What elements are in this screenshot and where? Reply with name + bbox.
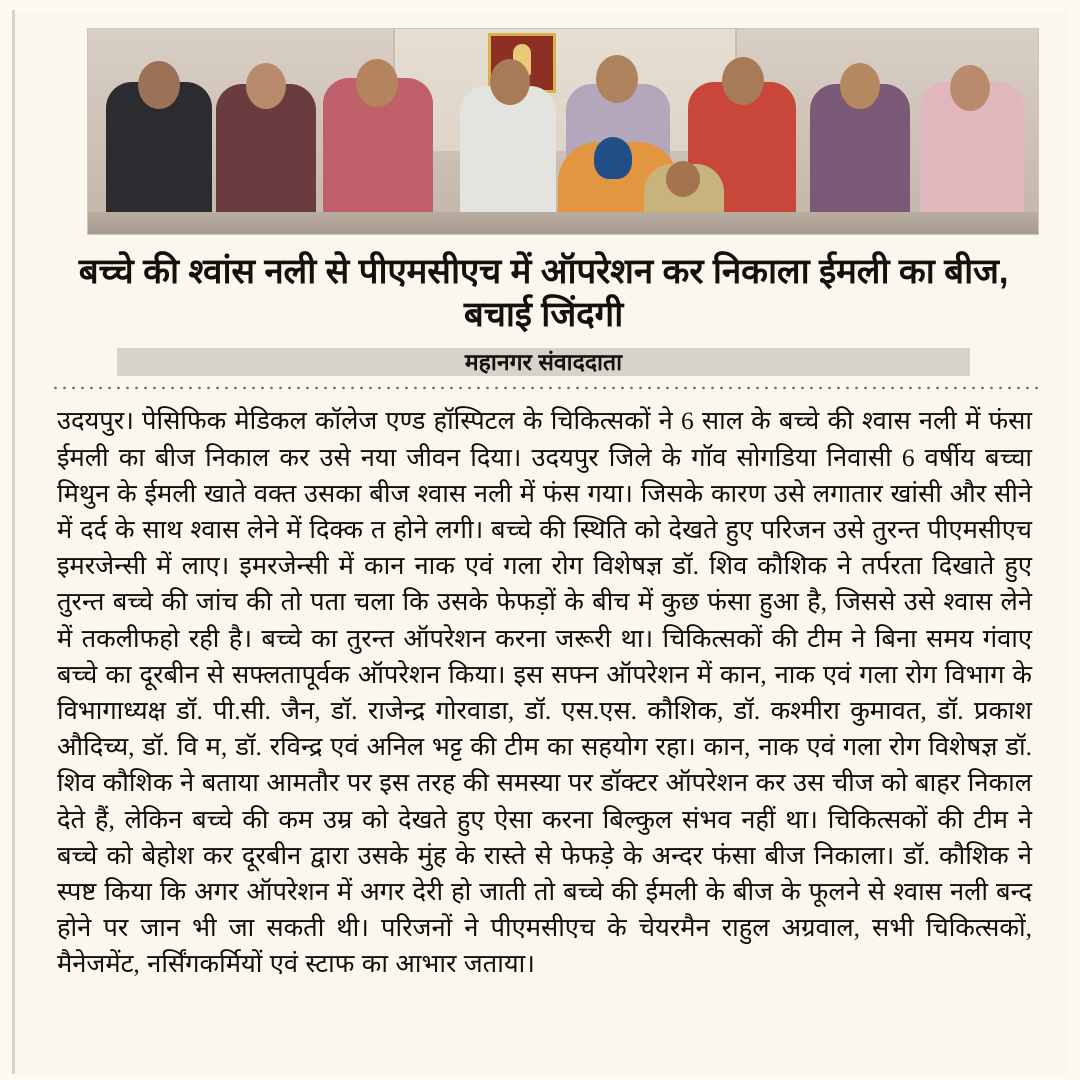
person-3-head xyxy=(356,59,398,107)
article-body: उदयपुर। पेसिफिक मेडिकल कॉलेज एण्ड हॉस्पिटल के चिकित्सकों ने 6 साल के बच्चे की श्वास नली में फंसा ईमली का बीज निकाल कर उसे नया जीवन दिया। उदयपुर जिले के गॉव सोगडिया निवासी 6 वर्षीय बच्चा मिथुन के ईमली खाते वक्त उसका बीज श्वास नली में फंस गया। जिसके कारण उसे लगातार खांसी और सीने में दर्द के साथ श्वास लेने में दिक्क त होने लगी। बच्चे की स्थिति को देखते हुए परिजन उसे तुरन्त पीएमसीएच इमरजेन्सी में लाए। इमरजेन्सी में कान नाक एवं गला रोग विशेषज्ञ डॉ. शिव कौशिक ने तर्परता दिखाते हुए तुरन्त बच्चे की जांच की तो पता चला कि उसके फेफड़ों के बीच में कुछ फंसा हुआ है, जिससे उसे श्वास लेने में तकलीफहो रही है। बच्चे का तुरन्त ऑपरेशन करना जरूरी था। चिकित्सकों की टीम ने बिना समय गंवाए बच्चे का दूरबीन से सफ्लतापूर्वक ऑपरेशन किया। इस सफ्न ऑपरेशन में कान, नाक एवं गला रोग विभाग के विभागाध्यक्ष डॉ. पी.सी. जैन, डॉ. राजेन्द्र गोरवाडा, डॉ. एस.एस. कौशिक, डॉ. कश्मीरा कुमावत, डॉ. प्रकाश औदिच्य, डॉ. वि म, डॉ. रविन्द्र एवं अनिल भट्ट की टीम का सहयोग रहा। कान, नाक एवं गला रोग विशेषज्ञ डॉ. शिव कौशिक ने बताया आमतौर पर इस तरह की समस्या पर डॉक्टर ऑपरेशन कर उस चीज को बाहर निकाल देते हैं, लेकिन बच्चे की कम उम्र को देखते हुए ऐसा करना बिल्कुल संभव नहीं था। चिकित्सकों की टीम ने बच्चे को बेहोश कर दूरबीन द्वारा उसके मुंह के रास्ते से फेफड़े के अन्दर फंसा बीज निकाला। डॉ. कौशिक ने स्पष्ट किया कि अगर ऑपरेशन में अगर देरी हो जाती तो बच्चे की ईमली के बीज के फूलने से श्वास नली बन्द होने पर जान भी जा सकती थी। परिजनों ने पीएमसीएच के चेयरमैन राहुल अग्रवाल, सभी चिकित्सकों, मैनेजमेंट, नर्सिंगकर्मियों एवं स्टाफ का आभार जताया। xyxy=(57,406,1032,979)
byline-bar xyxy=(117,348,970,376)
divider xyxy=(51,386,1038,389)
person-8-head xyxy=(950,65,990,111)
group-photo xyxy=(87,28,1039,235)
person-seated-woman-head xyxy=(594,137,632,179)
photo-background xyxy=(88,29,1038,234)
person-5-head xyxy=(596,55,638,103)
page-title: बच्चे की श्वांस नली से पीएमसीएच में ऑपरेशन कर निकाला ईमली का बीज, बचाई जिंदगी xyxy=(78,252,1009,334)
person-7-head xyxy=(840,63,880,109)
newspaper-clipping xyxy=(12,10,1068,1074)
person-6-head xyxy=(722,57,764,105)
wall-panel xyxy=(393,29,737,151)
person-1-head xyxy=(138,61,180,109)
person-4-head xyxy=(490,59,530,105)
person-2-head xyxy=(246,63,286,109)
child-head xyxy=(666,161,700,197)
byline: महानगर संवाददाता xyxy=(464,349,623,376)
floor-line xyxy=(88,212,1038,234)
